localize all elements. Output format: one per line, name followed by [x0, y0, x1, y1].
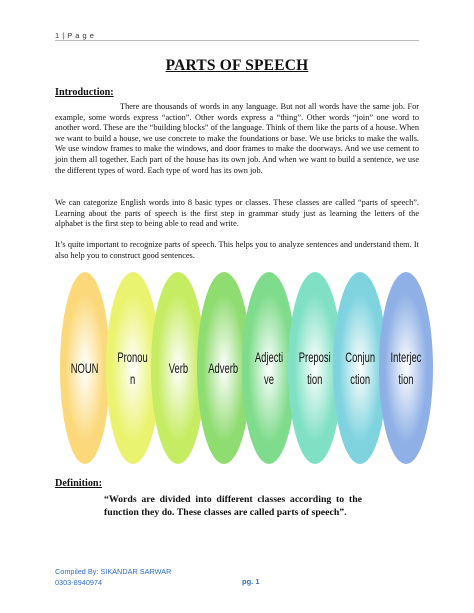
- part-label-line2: ve: [264, 371, 274, 387]
- part-label: [387, 346, 425, 390]
- definition-quote: “Words are divided into different classes according to the function they do. These classes are called parts of speech”.: [104, 494, 362, 518]
- definition-heading: Definition:: [55, 478, 102, 489]
- intro-paragraph-2: We can categorize English words into 8 basic types or classes. These classes are called “parts of speech”. Learning about the parts of speech is the first step in grammar study just as learning the letters of the alphabet is the first step to being able to read and write.: [55, 198, 419, 229]
- part-label: [252, 346, 286, 390]
- footer-compiled-by: Compiled By: SIKANDAR SARWAR: [55, 567, 172, 576]
- part-label: [68, 357, 102, 379]
- intro-paragraph-1-text: There are thousands of words in any language. But not all words have the same job. For example, some words express “action”. Other words express a “thing”. Other words “join” one word to another word. These are the “building blocks” of the language. Think of them like the parts of a house. When we want to build a house, we use concrete to make the foundations or base. We use bricks to make the walls. We use window frames to make the windows, and door frames to make the doorways. And we use cement to join them all together. Each part of the house has its own job. And when we want to build a sentence, we use the different types of word. Each type of word has its own job.: [55, 102, 419, 175]
- header-divider: [55, 40, 419, 41]
- part-oval: [379, 272, 433, 464]
- part-label-line1: Interjec: [390, 349, 421, 365]
- part-label: [114, 346, 151, 390]
- part-label-line1: Verb: [168, 360, 188, 376]
- part-label-line1: Pronou: [117, 349, 148, 365]
- part-label-line2: n: [129, 371, 136, 387]
- page-title: PARTS OF SPEECH: [165, 57, 309, 74]
- part-label: [205, 357, 241, 379]
- intro-paragraph-3: It’s quite important to recognize parts of speech. This helps you to analyze sentences and understand them. It also help you to construct good sentences.: [55, 240, 419, 260]
- introduction-heading: Introduction:: [55, 87, 114, 98]
- footer-phone: 0303-8940974: [55, 578, 103, 587]
- part-label-line2: tion: [397, 371, 414, 387]
- page-header-label: 1 | P a g e: [55, 31, 95, 40]
- part-label-line1: Adjecti: [254, 349, 284, 365]
- part-label-line1: Adverb: [208, 360, 239, 376]
- part-label: [342, 346, 378, 390]
- part-label: [295, 346, 334, 390]
- part-label-line1: Preposi: [298, 349, 331, 365]
- footer-page-number: pg. 1: [242, 577, 260, 586]
- part-oval: [60, 272, 110, 464]
- part-label-line2: ction: [350, 371, 370, 387]
- footer-credits: [55, 566, 171, 588]
- part-label-line2: tion: [306, 371, 323, 387]
- part-label-line1: Conjun: [345, 349, 375, 365]
- intro-paragraph-1: [55, 102, 419, 176]
- part-label-line1: NOUN: [71, 360, 99, 376]
- parts-of-speech-graphic: [60, 272, 432, 464]
- part-label: [166, 357, 190, 379]
